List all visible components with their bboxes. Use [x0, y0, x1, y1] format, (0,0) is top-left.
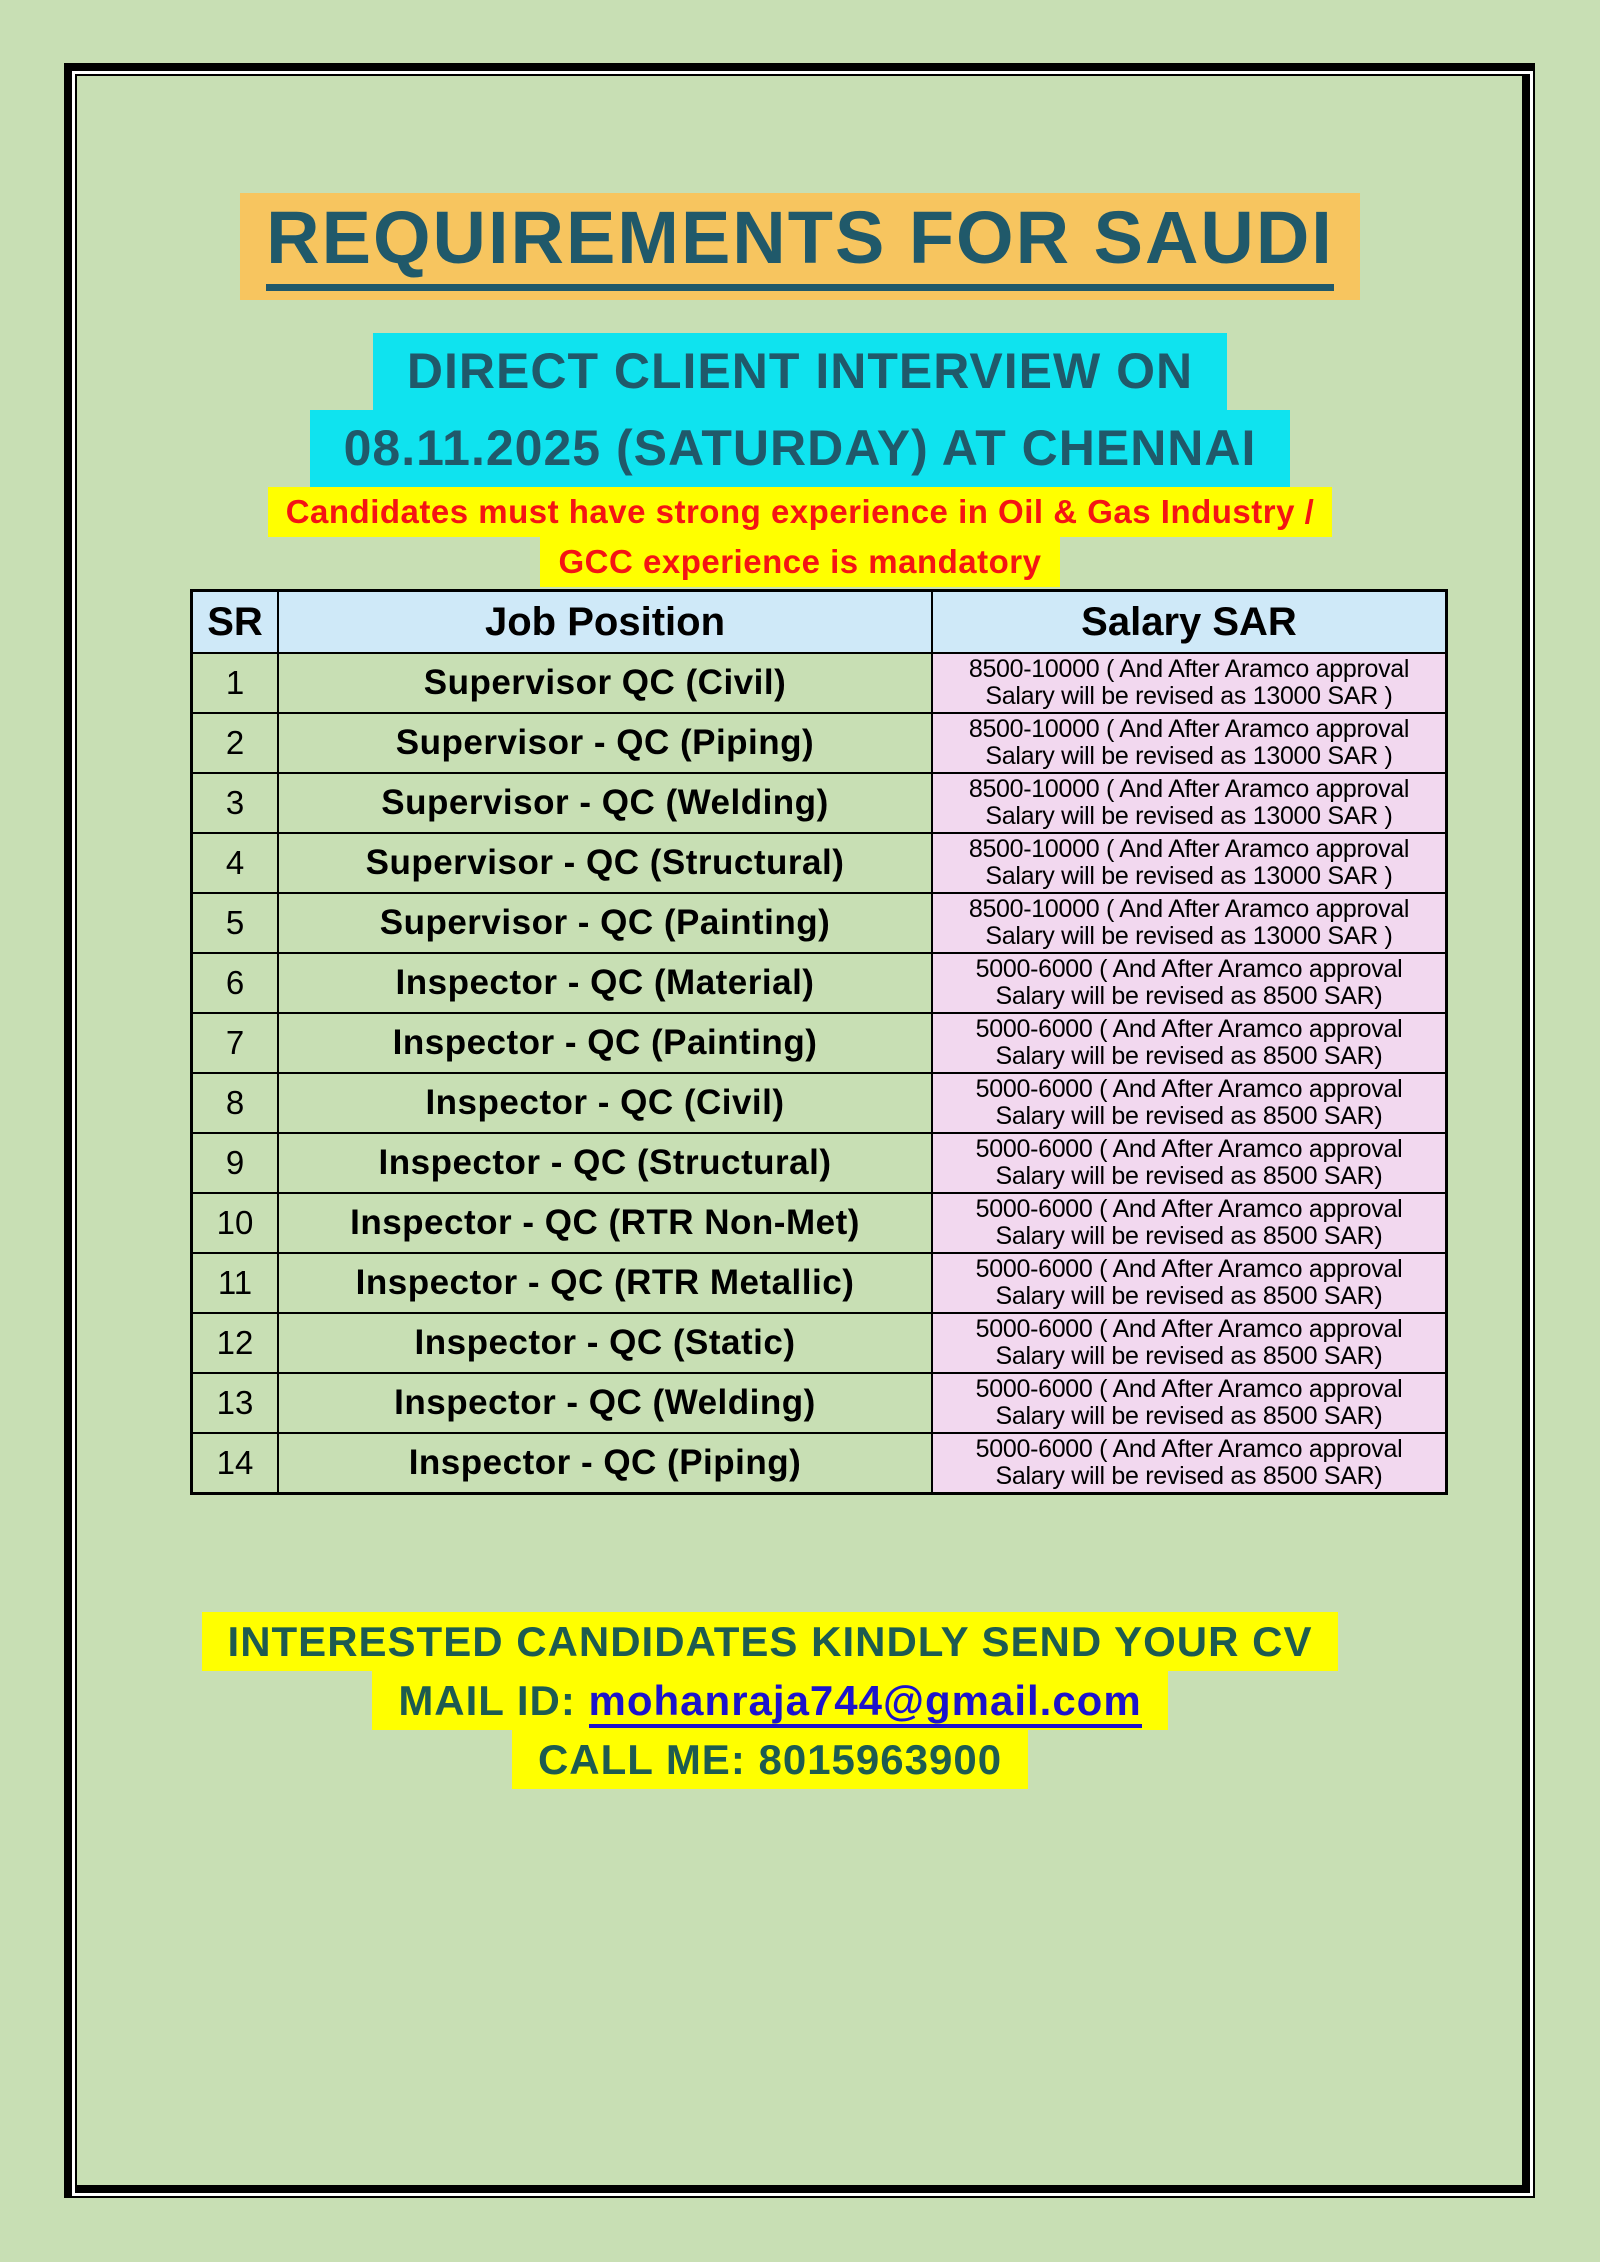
- email-link[interactable]: mohanraja744@gmail.com: [589, 1677, 1142, 1728]
- cell-sr: 8: [192, 1073, 279, 1133]
- table-row: [192, 953, 1447, 1013]
- table-row: [192, 1193, 1447, 1253]
- table-row: [192, 1433, 1447, 1494]
- column-header-position: Job Position: [278, 591, 932, 654]
- page-title: REQUIREMENTS FOR SAUDI: [266, 200, 1334, 291]
- cell-position: Supervisor - QC (Structural): [278, 833, 932, 893]
- jobs-table-body: [192, 653, 1447, 1494]
- cell-sr: 13: [192, 1373, 279, 1433]
- mail-line: [372, 1671, 1167, 1730]
- mail-label: MAIL ID:: [398, 1677, 589, 1724]
- cell-sr: 1: [192, 653, 279, 713]
- table-row: [192, 893, 1447, 953]
- cell-sr: 3: [192, 773, 279, 833]
- cell-sr: 11: [192, 1253, 279, 1313]
- cell-salary: 5000-6000 ( And After Aramco approval Salary will be revised as 8500 SAR): [932, 1253, 1447, 1313]
- cell-sr: 6: [192, 953, 279, 1013]
- cell-position: Inspector - QC (Civil): [278, 1073, 932, 1133]
- table-row: [192, 1313, 1447, 1373]
- contact-section: [0, 1612, 1540, 1789]
- cell-salary: 5000-6000 ( And After Aramco approval Salary will be revised as 8500 SAR): [932, 953, 1447, 1013]
- notice-row-1: [20, 487, 1580, 537]
- cell-sr: 10: [192, 1193, 279, 1253]
- cell-position: Supervisor - QC (Painting): [278, 893, 932, 953]
- cell-sr: 4: [192, 833, 279, 893]
- cell-salary: 5000-6000 ( And After Aramco approval Salary will be revised as 8500 SAR): [932, 1433, 1447, 1494]
- table-row: [192, 1253, 1447, 1313]
- cell-sr: 7: [192, 1013, 279, 1073]
- cell-salary: 5000-6000 ( And After Aramco approval Salary will be revised as 8500 SAR): [932, 1133, 1447, 1193]
- cell-salary: 8500-10000 ( And After Aramco approval Salary will be revised as 13000 SAR ): [932, 713, 1447, 773]
- subtitle-line2: 08.11.2025 (SATURDAY) AT CHENNAI: [310, 410, 1291, 487]
- jobs-table: [190, 589, 1448, 1495]
- table-row: [192, 1013, 1447, 1073]
- cell-salary: 5000-6000 ( And After Aramco approval Salary will be revised as 8500 SAR): [932, 1073, 1447, 1133]
- cell-salary: 5000-6000 ( And After Aramco approval Salary will be revised as 8500 SAR): [932, 1313, 1447, 1373]
- cell-sr: 5: [192, 893, 279, 953]
- cta-row: [0, 1612, 1540, 1671]
- cell-salary: 8500-10000 ( And After Aramco approval Salary will be revised as 13000 SAR ): [932, 893, 1447, 953]
- cta-text: INTERESTED CANDIDATES KINDLY SEND YOUR CV: [202, 1612, 1339, 1671]
- call-row: [0, 1730, 1540, 1789]
- cell-salary: 8500-10000 ( And After Aramco approval Salary will be revised as 13000 SAR ): [932, 773, 1447, 833]
- notice-line1: Candidates must have strong experience in Oil & Gas Industry /: [268, 487, 1333, 537]
- cell-position: Inspector - QC (RTR Non-Met): [278, 1193, 932, 1253]
- table-row: [192, 773, 1447, 833]
- cell-salary: 5000-6000 ( And After Aramco approval Salary will be revised as 8500 SAR): [932, 1373, 1447, 1433]
- cell-position: Inspector - QC (Static): [278, 1313, 932, 1373]
- cell-sr: 9: [192, 1133, 279, 1193]
- cell-position: Supervisor - QC (Piping): [278, 713, 932, 773]
- table-row: [192, 833, 1447, 893]
- cell-position: Inspector - QC (Structural): [278, 1133, 932, 1193]
- table-row: [192, 1373, 1447, 1433]
- cell-sr: 14: [192, 1433, 279, 1494]
- table-header-row: [192, 591, 1447, 654]
- cell-salary: 8500-10000 ( And After Aramco approval Salary will be revised as 13000 SAR ): [932, 833, 1447, 893]
- cell-salary: 5000-6000 ( And After Aramco approval Salary will be revised as 8500 SAR): [932, 1013, 1447, 1073]
- column-header-sr: SR: [192, 591, 279, 654]
- column-header-salary: Salary SAR: [932, 591, 1447, 654]
- cell-position: Inspector - QC (Piping): [278, 1433, 932, 1494]
- cell-position: Inspector - QC (RTR Metallic): [278, 1253, 932, 1313]
- call-line: CALL ME: 8015963900: [512, 1730, 1028, 1789]
- table-row: [192, 653, 1447, 713]
- subtitle-row-2: [0, 410, 1600, 487]
- table-row: [192, 1133, 1447, 1193]
- notice-section: [20, 487, 1580, 587]
- cell-position: Supervisor - QC (Welding): [278, 773, 932, 833]
- notice-row-2: [20, 537, 1580, 587]
- cell-salary: 8500-10000 ( And After Aramco approval Salary will be revised as 13000 SAR ): [932, 653, 1447, 713]
- cell-sr: 2: [192, 713, 279, 773]
- cell-position: Supervisor QC (Civil): [278, 653, 932, 713]
- notice-line2: GCC experience is mandatory: [540, 537, 1059, 587]
- title-highlight: [240, 193, 1360, 300]
- subtitle-row-1: [0, 333, 1600, 410]
- subtitle-line1: DIRECT CLIENT INTERVIEW ON: [373, 333, 1227, 410]
- table-row: [192, 713, 1447, 773]
- cell-position: Inspector - QC (Painting): [278, 1013, 932, 1073]
- mail-row: [0, 1671, 1540, 1730]
- cell-salary: 5000-6000 ( And After Aramco approval Salary will be revised as 8500 SAR): [932, 1193, 1447, 1253]
- subtitle-section: [0, 333, 1600, 487]
- title-section: [0, 193, 1600, 300]
- cell-position: Inspector - QC (Material): [278, 953, 932, 1013]
- cell-sr: 12: [192, 1313, 279, 1373]
- cell-position: Inspector - QC (Welding): [278, 1373, 932, 1433]
- table-row: [192, 1073, 1447, 1133]
